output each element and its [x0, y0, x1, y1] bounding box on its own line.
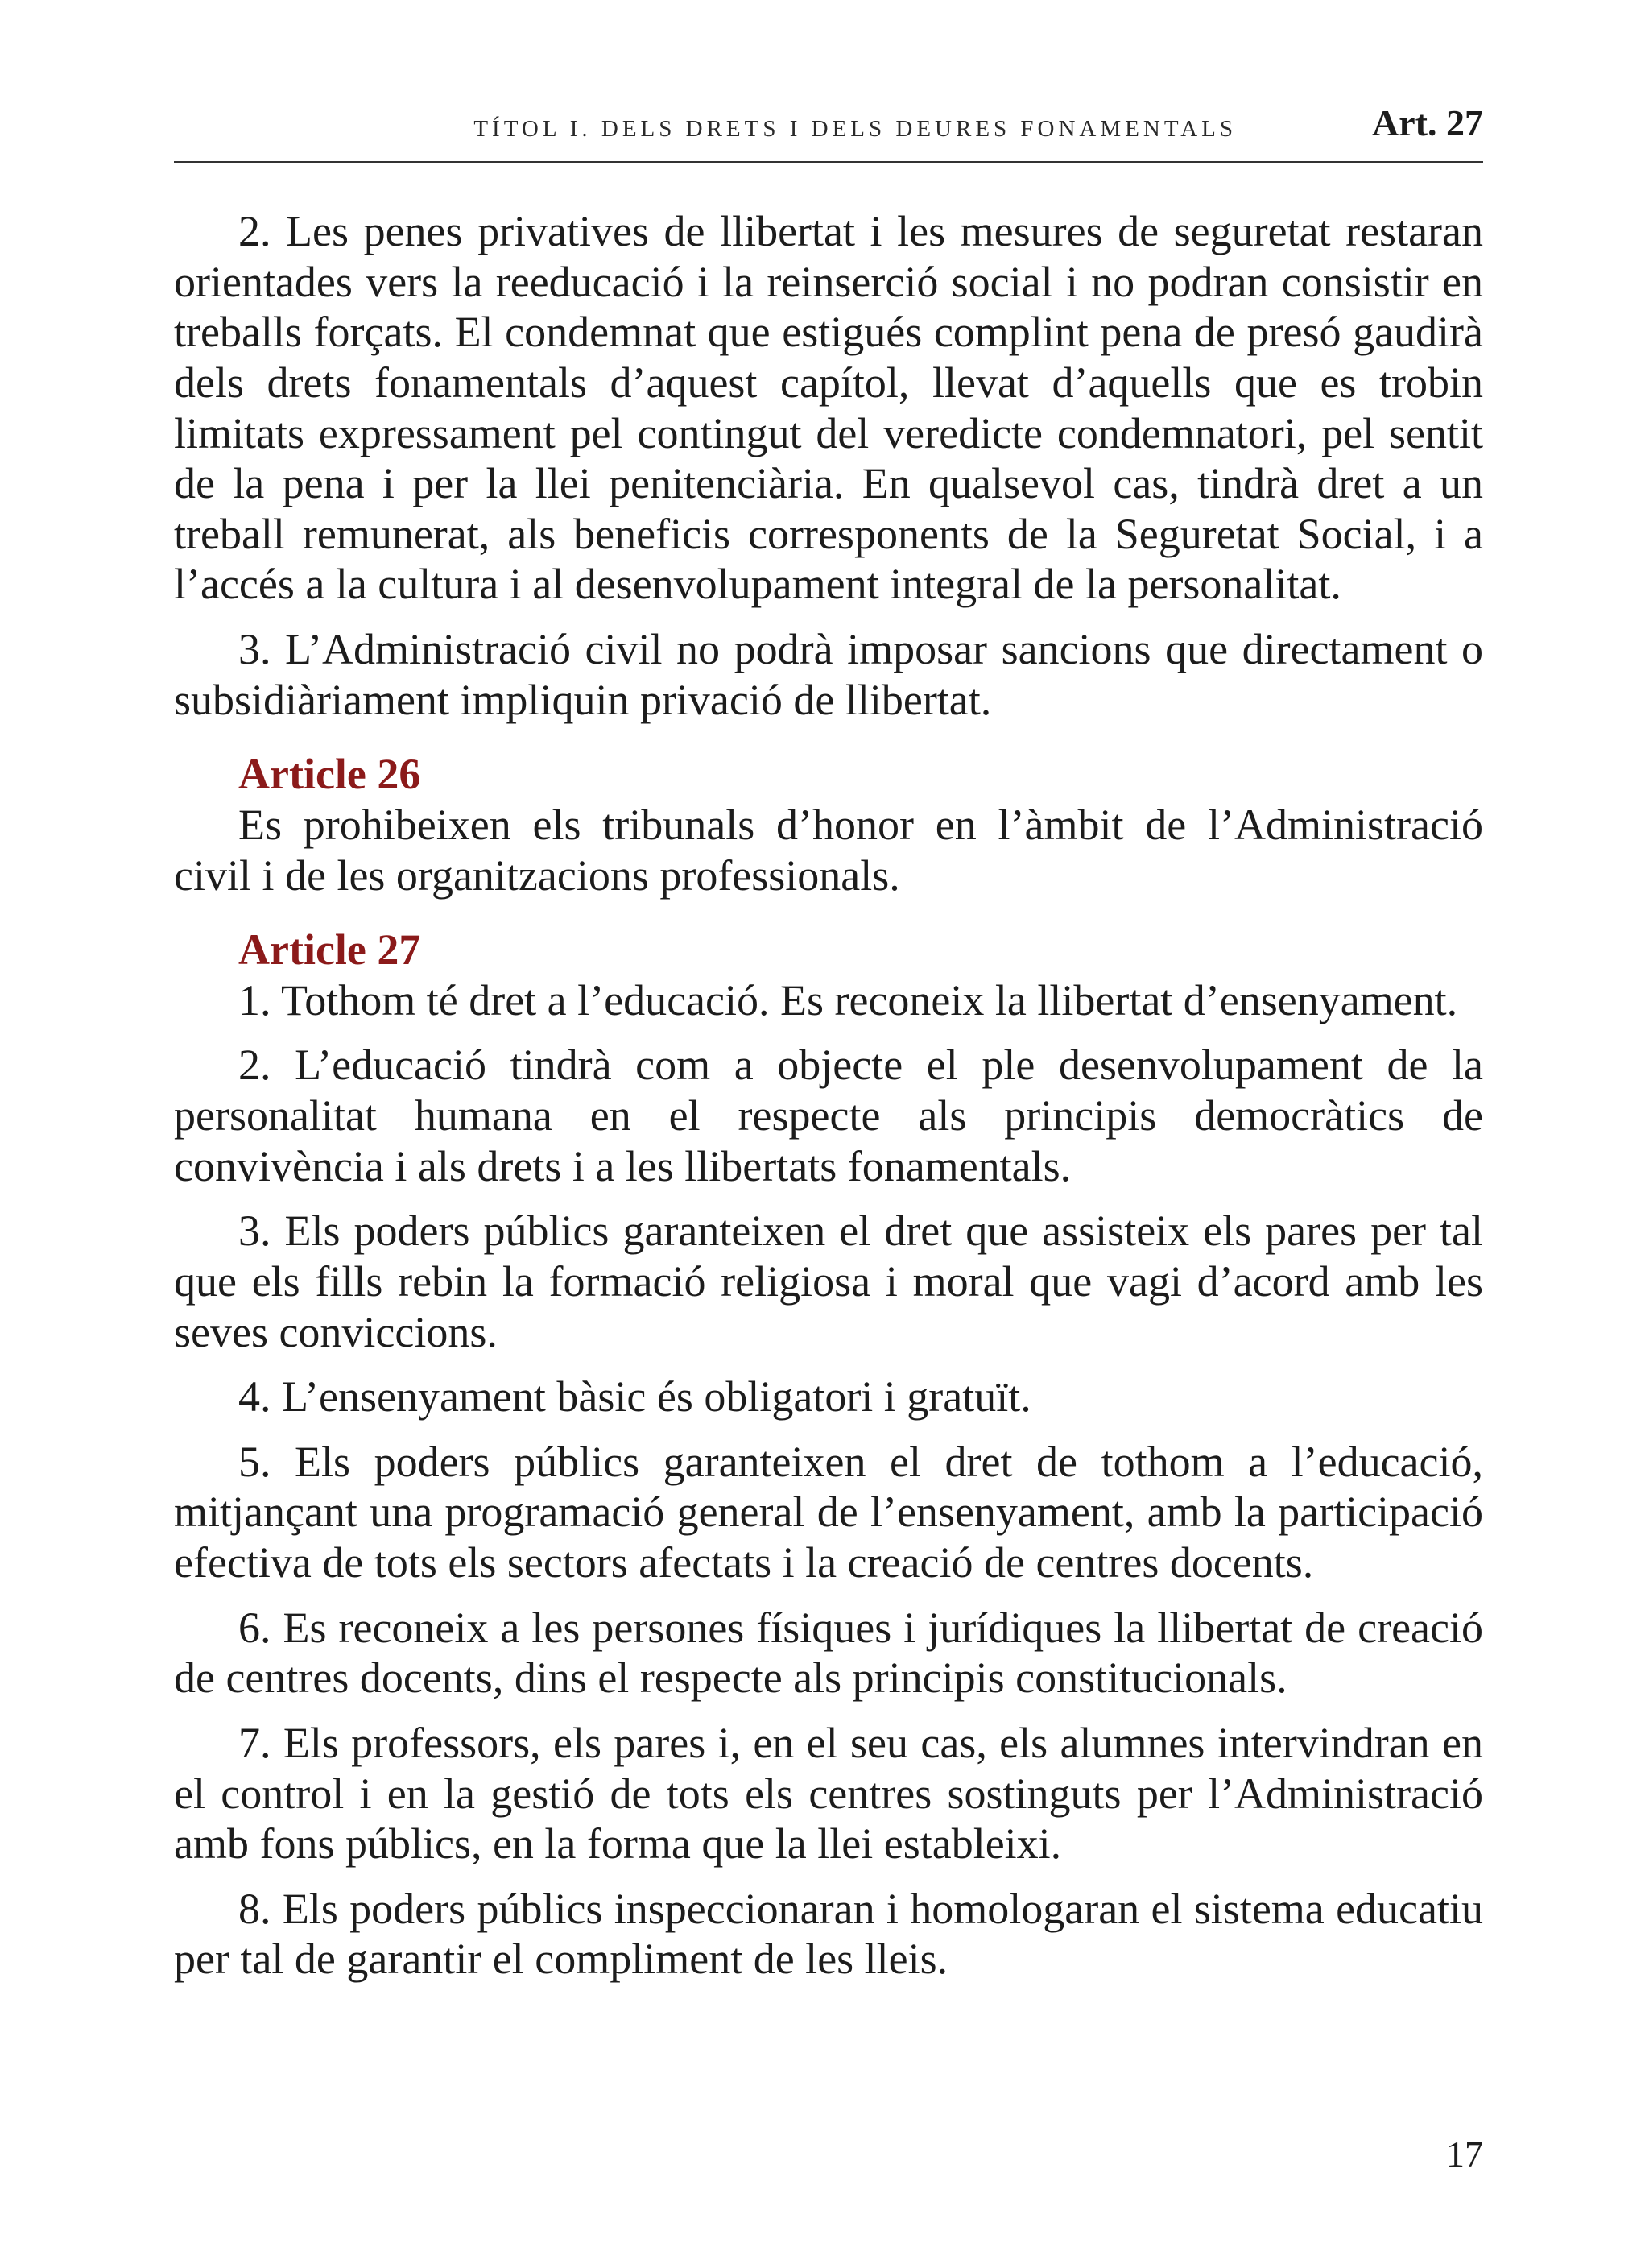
article-27-heading: Article 27 — [238, 925, 421, 975]
paragraph-art26: Es prohibeixen els tribunals d’honor en l’àmbit de l’Administració civil i de les organitzacions professionals. — [174, 800, 1483, 900]
document-body — [174, 206, 1483, 1999]
paragraph-art27-5: 5. Els poders públics garanteixen el dret de tothom a l’educació, mitjançant una programació general de l’ensenyament, amb la participació efectiva de tots els sectors afectats i la creació de centres docents. — [174, 1437, 1483, 1587]
paragraph-art27-6: 6. Es reconeix a les persones físiques i jurídiques la llibertat de creació de centres docents, dins el respecte als principis constitucionals. — [174, 1603, 1483, 1703]
running-head: TÍTOL I. DELS DRETS I DELS DEURES FONAMENTALS — [473, 116, 1237, 142]
paragraph-art25-2: 2. Les penes privatives de llibertat i les mesures de seguretat restaran orientades vers la reeducació i la reinserció social i no podran consistir en treballs forçats. El condemnat que estigués complint pena de presó gaudirà dels drets fonamentals d’aquest capítol, llevat d’aquells que es trobin limitats expressament pel contingut del veredicte condemnatori, pel sentit de la pena i per la llei penitenciària. En qualsevol cas, tindrà dret a un treball remunerat, als beneficis corresponents de la Seguretat Social, i a l’accés a la cultura i al desenvolupament integral de la personalitat. — [174, 207, 1483, 609]
paragraph-art27-4: 4. L’ensenyament bàsic és obligatori i gratuït. — [238, 1372, 1031, 1422]
article-26-heading: Article 26 — [238, 750, 421, 799]
article-reference: Art. 27 — [1372, 102, 1483, 143]
paragraph-art27-8: 8. Els poders públics inspeccionaran i homologaran el sistema educatiu per tal de garantir el compliment de les lleis. — [174, 1884, 1483, 1984]
paragraph-art27-1: 1. Tothom té dret a l’educació. Es reconeix la llibertat d’ensenyament. — [238, 975, 1458, 1024]
page-number: 17 — [1446, 2133, 1483, 2175]
paragraph-art27-7: 7. Els professors, els pares i, en el seu cas, els alumnes intervindran en el control i en la gestió de tots els centres sostinguts per l’Administració amb fons públics, en la forma que la llei estableixi. — [174, 1718, 1483, 1869]
paragraph-art25-3: 3. L’Administració civil no podrà imposar sancions que directament o subsidiàriament impliquin privació de llibertat. — [174, 625, 1483, 724]
page-header — [174, 103, 1483, 163]
paragraph-art27-3: 3. Els poders públics garanteixen el dret que assisteix els pares per tal que els fills rebin la formació religiosa i moral que vagi d’acord amb les seves conviccions. — [174, 1206, 1483, 1356]
paragraph-art27-2: 2. L’educació tindrà com a objecte el ple desenvolupament de la personalitat humana en el respecte als principis democràtics de convivència i als drets i a les llibertats fonamentals. — [174, 1041, 1483, 1190]
